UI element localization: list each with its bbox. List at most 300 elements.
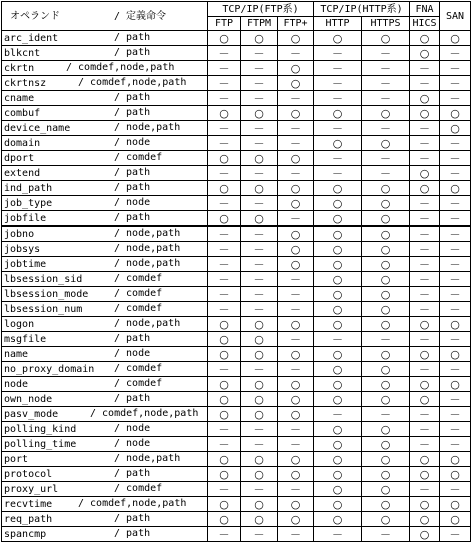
support-mark: ○ bbox=[314, 347, 362, 362]
operand-label: オペランド bbox=[10, 10, 60, 22]
operand-name: device_name bbox=[4, 122, 71, 134]
support-mark: － bbox=[314, 121, 362, 136]
operand-name: no_proxy_domain bbox=[4, 363, 95, 375]
operand-cell bbox=[2, 121, 208, 136]
support-mark: － bbox=[278, 46, 314, 61]
support-mark: ○ bbox=[278, 31, 314, 46]
support-mark: － bbox=[241, 257, 278, 272]
support-mark: ○ bbox=[278, 151, 314, 166]
operand-cell bbox=[2, 362, 208, 377]
group-header-http: TCP/IP(HTTP系) bbox=[314, 2, 410, 17]
operand-cell bbox=[2, 166, 208, 181]
operand-name: logon bbox=[4, 318, 35, 330]
support-mark: － bbox=[410, 287, 440, 302]
support-mark: ○ bbox=[362, 347, 410, 362]
operand-name: protocol bbox=[4, 468, 53, 480]
operand-cell bbox=[2, 31, 208, 46]
support-mark: － bbox=[278, 91, 314, 106]
support-mark: － bbox=[362, 332, 410, 347]
table-row bbox=[2, 317, 471, 332]
operand-name: own_node bbox=[4, 393, 53, 405]
subheader-http: HTTP bbox=[314, 17, 362, 31]
support-mark: ○ bbox=[440, 106, 471, 121]
support-mark: ○ bbox=[278, 76, 314, 91]
support-mark: － bbox=[440, 302, 471, 317]
support-mark: － bbox=[410, 121, 440, 136]
support-mark: ○ bbox=[362, 196, 410, 211]
support-mark: ○ bbox=[278, 407, 314, 422]
support-mark: － bbox=[314, 151, 362, 166]
definition-command: / comdef bbox=[114, 378, 163, 389]
support-mark: ○ bbox=[208, 31, 241, 46]
table-row bbox=[2, 46, 471, 61]
operand-cell bbox=[2, 196, 208, 211]
operand-name: blkcnt bbox=[4, 47, 41, 59]
support-mark: － bbox=[410, 226, 440, 242]
definition-command: / node bbox=[114, 348, 151, 359]
support-mark: － bbox=[278, 302, 314, 317]
support-mark: － bbox=[410, 482, 440, 497]
definition-command: / node,path bbox=[114, 318, 181, 329]
definition-command: / node bbox=[114, 438, 151, 449]
definition-command: / comdef bbox=[114, 363, 163, 374]
definition-command: / path bbox=[114, 92, 151, 103]
support-mark: ○ bbox=[314, 287, 362, 302]
operand-name: combuf bbox=[4, 107, 41, 119]
support-mark: － bbox=[440, 91, 471, 106]
operand-name: domain bbox=[4, 137, 41, 149]
subheader-https: HTTPS bbox=[362, 17, 410, 31]
group-header-fna: FNA bbox=[410, 2, 440, 17]
support-mark: － bbox=[362, 407, 410, 422]
table-row bbox=[2, 211, 471, 227]
support-mark: ○ bbox=[241, 106, 278, 121]
support-mark: ○ bbox=[314, 317, 362, 332]
support-mark: ○ bbox=[362, 272, 410, 287]
support-mark: － bbox=[208, 61, 241, 76]
support-mark: ○ bbox=[241, 347, 278, 362]
operand-cell bbox=[2, 497, 208, 512]
support-mark: ○ bbox=[241, 377, 278, 392]
operand-cell bbox=[2, 272, 208, 287]
support-mark: － bbox=[208, 302, 241, 317]
support-mark: － bbox=[208, 437, 241, 452]
support-mark: ○ bbox=[241, 452, 278, 467]
support-mark: ○ bbox=[208, 497, 241, 512]
support-mark: － bbox=[440, 482, 471, 497]
support-mark: － bbox=[241, 226, 278, 242]
support-mark: ○ bbox=[362, 497, 410, 512]
support-mark: ○ bbox=[314, 181, 362, 196]
support-mark: － bbox=[278, 272, 314, 287]
support-mark: ○ bbox=[278, 242, 314, 257]
operand-name: recvtime bbox=[4, 498, 53, 510]
support-mark: ○ bbox=[410, 392, 440, 407]
support-mark: － bbox=[410, 332, 440, 347]
support-mark: － bbox=[314, 407, 362, 422]
support-mark: － bbox=[314, 76, 362, 91]
support-mark: ○ bbox=[314, 106, 362, 121]
support-mark: ○ bbox=[410, 347, 440, 362]
support-mark: ○ bbox=[362, 181, 410, 196]
support-mark: － bbox=[362, 46, 410, 61]
support-mark: － bbox=[410, 151, 440, 166]
definition-command: / comdef bbox=[114, 152, 163, 163]
support-mark: － bbox=[440, 422, 471, 437]
support-mark: － bbox=[208, 121, 241, 136]
support-mark: ○ bbox=[362, 512, 410, 527]
definition-command: / node,path bbox=[114, 122, 181, 133]
support-mark: ○ bbox=[314, 211, 362, 227]
support-mark: － bbox=[410, 257, 440, 272]
support-mark: － bbox=[440, 332, 471, 347]
definition-command: / node,path bbox=[114, 228, 181, 239]
table-row bbox=[2, 332, 471, 347]
support-mark: ○ bbox=[241, 332, 278, 347]
support-mark: － bbox=[278, 437, 314, 452]
support-mark: － bbox=[208, 287, 241, 302]
support-mark: － bbox=[208, 272, 241, 287]
support-mark: ○ bbox=[208, 467, 241, 482]
support-mark: － bbox=[362, 166, 410, 181]
support-mark: ○ bbox=[208, 347, 241, 362]
operand-name: dport bbox=[4, 152, 35, 164]
support-mark: ○ bbox=[440, 317, 471, 332]
operand-cell bbox=[2, 347, 208, 362]
support-mark: ○ bbox=[208, 181, 241, 196]
support-mark: ○ bbox=[314, 362, 362, 377]
support-mark: － bbox=[410, 61, 440, 76]
operand-cell bbox=[2, 482, 208, 497]
support-mark: － bbox=[208, 136, 241, 151]
operand-name: lbsession_sid bbox=[4, 273, 83, 285]
support-mark: ○ bbox=[410, 31, 440, 46]
support-mark: ○ bbox=[440, 347, 471, 362]
support-mark: ○ bbox=[241, 211, 278, 227]
support-mark: ○ bbox=[362, 437, 410, 452]
definition-command: / path bbox=[114, 167, 151, 178]
support-mark: － bbox=[410, 407, 440, 422]
operand-cell bbox=[2, 257, 208, 272]
definition-command: / node,path bbox=[114, 258, 181, 269]
operand-name: jobno bbox=[4, 228, 35, 240]
support-mark: ○ bbox=[241, 317, 278, 332]
support-mark: ○ bbox=[208, 317, 241, 332]
support-mark: ○ bbox=[278, 196, 314, 211]
support-mark: ○ bbox=[314, 136, 362, 151]
operand-cell bbox=[2, 61, 208, 76]
support-mark: ○ bbox=[208, 377, 241, 392]
operand-name: polling_time bbox=[4, 438, 77, 450]
support-mark: － bbox=[410, 211, 440, 227]
support-mark: ○ bbox=[314, 31, 362, 46]
support-mark: － bbox=[208, 166, 241, 181]
support-mark: ○ bbox=[314, 392, 362, 407]
definition-command: / comdef,node,path bbox=[90, 408, 199, 419]
table-row bbox=[2, 106, 471, 121]
support-mark: ○ bbox=[241, 181, 278, 196]
support-mark: ○ bbox=[208, 211, 241, 227]
support-mark: ○ bbox=[278, 181, 314, 196]
support-mark: ○ bbox=[314, 377, 362, 392]
support-mark: － bbox=[410, 437, 440, 452]
support-mark: ○ bbox=[410, 181, 440, 196]
table-row bbox=[2, 196, 471, 211]
support-mark: － bbox=[440, 362, 471, 377]
support-mark: ○ bbox=[362, 377, 410, 392]
operand-name: ckrtn bbox=[4, 62, 35, 74]
subheader-ftpm: FTPM bbox=[241, 17, 278, 31]
support-mark: － bbox=[440, 272, 471, 287]
support-mark: ○ bbox=[362, 422, 410, 437]
support-mark: ○ bbox=[410, 91, 440, 106]
operand-name: msgfile bbox=[4, 333, 47, 345]
support-mark: － bbox=[440, 407, 471, 422]
operand-cell bbox=[2, 211, 208, 227]
table-row bbox=[2, 362, 471, 377]
support-mark: ○ bbox=[410, 317, 440, 332]
subheader-ftp-plus: FTP+ bbox=[278, 17, 314, 31]
operand-header bbox=[2, 2, 208, 31]
definition-command: / path bbox=[114, 393, 151, 404]
definition-command: / comdef bbox=[114, 273, 163, 284]
support-mark: － bbox=[278, 422, 314, 437]
support-mark: ○ bbox=[208, 332, 241, 347]
support-mark: ○ bbox=[278, 226, 314, 242]
support-mark: ○ bbox=[362, 467, 410, 482]
support-mark: ○ bbox=[440, 497, 471, 512]
support-mark: ○ bbox=[314, 226, 362, 242]
definition-command: / node bbox=[114, 423, 151, 434]
table-row bbox=[2, 527, 471, 542]
support-mark: － bbox=[241, 61, 278, 76]
table-row bbox=[2, 166, 471, 181]
support-mark: － bbox=[440, 61, 471, 76]
support-mark: ○ bbox=[314, 482, 362, 497]
support-mark: － bbox=[278, 332, 314, 347]
operand-name: port bbox=[4, 453, 29, 465]
support-mark: － bbox=[278, 211, 314, 227]
support-mark: － bbox=[314, 527, 362, 542]
support-mark: － bbox=[241, 46, 278, 61]
table-row bbox=[2, 151, 471, 166]
support-mark: ○ bbox=[241, 512, 278, 527]
support-mark: － bbox=[440, 242, 471, 257]
operand-name: extend bbox=[4, 167, 41, 179]
definition-command: / comdef bbox=[114, 288, 163, 299]
definition-command: / node,path bbox=[114, 243, 181, 254]
support-mark: ○ bbox=[362, 362, 410, 377]
definition-command: / comdef bbox=[114, 483, 163, 494]
support-mark: ○ bbox=[362, 287, 410, 302]
table-row bbox=[2, 136, 471, 151]
support-mark: ○ bbox=[362, 226, 410, 242]
support-mark: － bbox=[241, 136, 278, 151]
support-mark: － bbox=[440, 151, 471, 166]
operand-name: node bbox=[4, 378, 29, 390]
table-row bbox=[2, 287, 471, 302]
support-mark: ○ bbox=[241, 31, 278, 46]
support-mark: － bbox=[440, 527, 471, 542]
support-mark: － bbox=[440, 76, 471, 91]
support-mark: － bbox=[208, 242, 241, 257]
support-mark: ○ bbox=[362, 136, 410, 151]
operand-cell bbox=[2, 287, 208, 302]
support-mark: ○ bbox=[362, 211, 410, 227]
support-mark: ○ bbox=[410, 106, 440, 121]
support-mark: ○ bbox=[314, 196, 362, 211]
support-mark: － bbox=[440, 287, 471, 302]
support-mark: ○ bbox=[314, 467, 362, 482]
table-row bbox=[2, 61, 471, 76]
support-mark: － bbox=[440, 166, 471, 181]
support-mark: － bbox=[278, 527, 314, 542]
table-row bbox=[2, 422, 471, 437]
support-mark: ○ bbox=[208, 512, 241, 527]
support-mark: ○ bbox=[410, 467, 440, 482]
operand-name: spancmp bbox=[4, 528, 47, 540]
support-mark: ○ bbox=[362, 242, 410, 257]
table-row bbox=[2, 467, 471, 482]
support-mark: － bbox=[241, 362, 278, 377]
operand-name: req_path bbox=[4, 513, 53, 525]
support-mark: － bbox=[208, 91, 241, 106]
support-mark: － bbox=[440, 136, 471, 151]
definition-command: / path bbox=[114, 47, 151, 58]
operand-cell bbox=[2, 226, 208, 242]
operand-cell bbox=[2, 76, 208, 91]
operand-cell bbox=[2, 242, 208, 257]
definition-command: / path bbox=[114, 468, 151, 479]
support-mark: － bbox=[410, 76, 440, 91]
support-mark: － bbox=[241, 302, 278, 317]
support-mark: － bbox=[440, 226, 471, 242]
table-row bbox=[2, 437, 471, 452]
command-label: / 定義命令 bbox=[114, 10, 167, 22]
operand-cell bbox=[2, 151, 208, 166]
support-mark: ○ bbox=[278, 512, 314, 527]
support-mark: ○ bbox=[410, 512, 440, 527]
support-mark: ○ bbox=[208, 151, 241, 166]
operand-name: name bbox=[4, 348, 29, 360]
support-mark: － bbox=[241, 527, 278, 542]
support-mark: － bbox=[208, 196, 241, 211]
support-mark: ○ bbox=[241, 467, 278, 482]
operand-name: jobfile bbox=[4, 212, 47, 224]
definition-command: / path bbox=[114, 107, 151, 118]
definition-command: / path bbox=[114, 32, 151, 43]
table-row bbox=[2, 31, 471, 46]
operand-cell bbox=[2, 512, 208, 527]
support-mark: ○ bbox=[314, 497, 362, 512]
definition-command: / path bbox=[114, 528, 151, 539]
operand-cell bbox=[2, 467, 208, 482]
support-mark: ○ bbox=[440, 377, 471, 392]
operand-cell bbox=[2, 407, 208, 422]
support-mark: － bbox=[278, 482, 314, 497]
support-mark: － bbox=[362, 527, 410, 542]
operand-cell bbox=[2, 46, 208, 61]
support-mark: ○ bbox=[314, 512, 362, 527]
operand-cell bbox=[2, 452, 208, 467]
table-row bbox=[2, 347, 471, 362]
support-mark: ○ bbox=[278, 257, 314, 272]
support-mark: ○ bbox=[362, 317, 410, 332]
support-mark: － bbox=[410, 196, 440, 211]
support-mark: － bbox=[208, 46, 241, 61]
table-row bbox=[2, 512, 471, 527]
support-mark: － bbox=[440, 211, 471, 227]
support-mark: － bbox=[440, 392, 471, 407]
operand-support-table bbox=[1, 1, 471, 542]
support-mark: ○ bbox=[314, 272, 362, 287]
operand-name: arc_ident bbox=[4, 32, 59, 44]
table-row bbox=[2, 407, 471, 422]
support-mark: ○ bbox=[410, 377, 440, 392]
support-mark: ○ bbox=[278, 317, 314, 332]
support-mark: ○ bbox=[314, 302, 362, 317]
operand-cell bbox=[2, 302, 208, 317]
table-row bbox=[2, 242, 471, 257]
support-mark: ○ bbox=[278, 452, 314, 467]
operand-name: jobsys bbox=[4, 243, 41, 255]
support-mark: － bbox=[362, 91, 410, 106]
operand-cell bbox=[2, 377, 208, 392]
support-mark: ○ bbox=[362, 106, 410, 121]
table-row bbox=[2, 257, 471, 272]
operand-cell bbox=[2, 317, 208, 332]
support-mark: ○ bbox=[278, 497, 314, 512]
table-row bbox=[2, 226, 471, 242]
operand-name: lbsession_num bbox=[4, 303, 83, 315]
support-mark: ○ bbox=[278, 347, 314, 362]
operand-cell bbox=[2, 527, 208, 542]
support-mark: ○ bbox=[440, 31, 471, 46]
definition-command: / path bbox=[114, 182, 151, 193]
subheader-ftp: FTP bbox=[208, 17, 241, 31]
support-mark: － bbox=[410, 242, 440, 257]
support-mark: － bbox=[410, 272, 440, 287]
definition-command: / node bbox=[114, 197, 151, 208]
operand-name: job_type bbox=[4, 197, 53, 209]
support-mark: － bbox=[278, 362, 314, 377]
support-mark: － bbox=[241, 91, 278, 106]
support-mark: ○ bbox=[241, 151, 278, 166]
definition-command: / path bbox=[114, 333, 151, 344]
support-mark: ○ bbox=[362, 392, 410, 407]
support-mark: － bbox=[208, 362, 241, 377]
support-mark: － bbox=[362, 121, 410, 136]
table-row bbox=[2, 392, 471, 407]
support-mark: － bbox=[410, 136, 440, 151]
support-mark: ○ bbox=[241, 407, 278, 422]
table-row bbox=[2, 497, 471, 512]
support-mark: － bbox=[241, 76, 278, 91]
operand-cell bbox=[2, 181, 208, 196]
support-mark: － bbox=[362, 76, 410, 91]
support-mark: － bbox=[241, 422, 278, 437]
support-mark: ○ bbox=[440, 452, 471, 467]
support-mark: － bbox=[241, 121, 278, 136]
support-mark: ○ bbox=[362, 452, 410, 467]
group-header-ftp: TCP/IP(FTP系) bbox=[208, 2, 314, 17]
support-mark: － bbox=[440, 437, 471, 452]
support-mark: ○ bbox=[208, 106, 241, 121]
table-row bbox=[2, 482, 471, 497]
support-mark: － bbox=[362, 61, 410, 76]
operand-name: jobtime bbox=[4, 258, 47, 270]
definition-command: / path bbox=[114, 513, 151, 524]
